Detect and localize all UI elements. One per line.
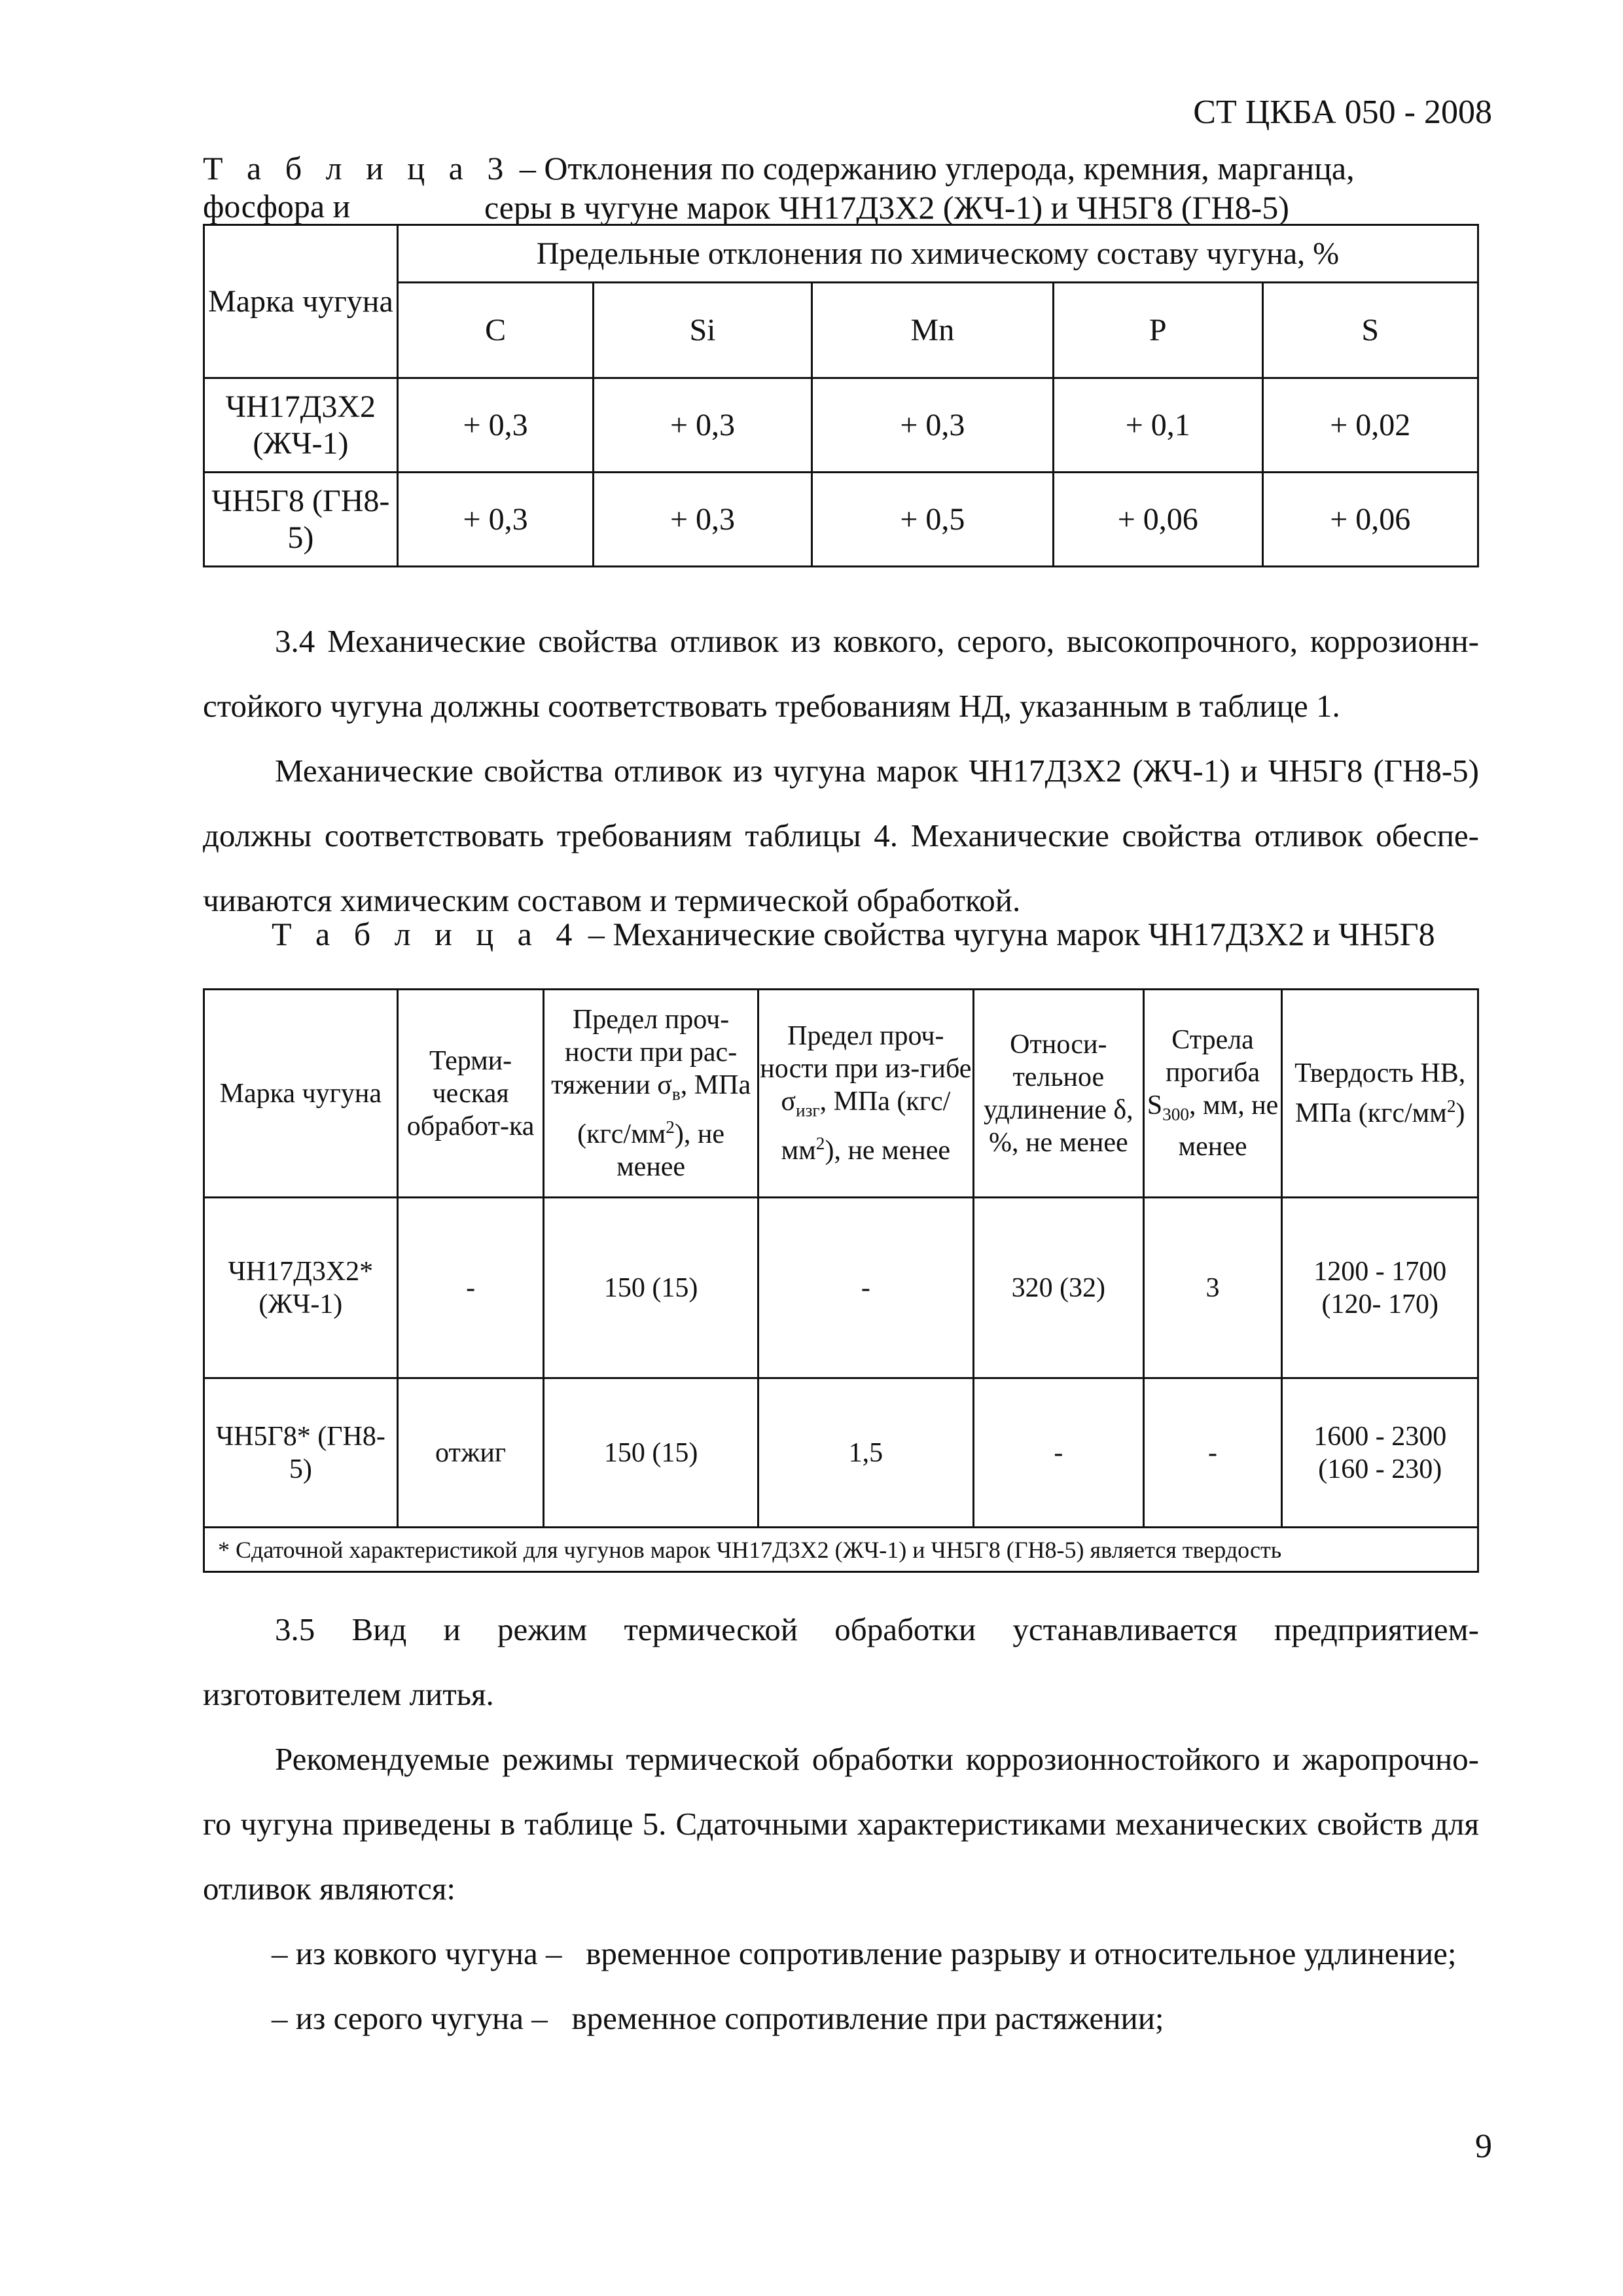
table4-header-text: Твердость НВ, МПа (кгс/мм [1294,1058,1466,1128]
table3-header-p: P [1054,283,1262,378]
page-number: 9 [1475,2128,1492,2165]
paragraph-3-4-line4: должны соответствовать требованиям таблицы 4. Механические свойства отливок обеспе- [203,817,1479,853]
table3-cell: + 0,06 [1054,473,1262,567]
table4-cell: 320 (32) [973,1198,1143,1378]
table3-cell-grade: ЧН17Д3Х2 (ЖЧ-1) [204,378,398,473]
table4-cell: 3 [1143,1198,1282,1378]
table4-cell: - [397,1198,544,1378]
table4-cell-grade: ЧН5Г8* (ГН8-5) [204,1378,398,1528]
table3-caption-line2: серы в чугуне марок ЧН17Д3Х2 (ЖЧ-1) и ЧН5Г8 (ГН8-5) [484,189,1289,226]
table4-header-elongation: Относи-тельное удлинение δ, %, не менее [973,990,1143,1198]
table3-header-mn: Mn [812,283,1053,378]
table3-cell-grade: ЧН5Г8 (ГН8-5) [204,473,398,567]
table3-cell: + 0,02 [1262,378,1478,473]
table4-footnote: * Сдаточной характеристикой для чугунов марок ЧН17Д3Х2 (ЖЧ-1) и ЧН5Г8 (ГН8-5) является твердость [204,1528,1478,1572]
table4-cell-hardness [1282,1198,1478,1378]
table4-header-text: ), не менее [616,1119,725,1182]
table4-cell: отжиг [397,1378,544,1528]
table3-cell: + 0,3 [594,473,812,567]
table3-cell: + 0,3 [594,378,812,473]
table4-cell-hardness [1282,1378,1478,1528]
table4-header-text: , мм, не менее [1178,1090,1279,1162]
table4-header-text: Предел проч-ности при рас-тяжении σ [551,1005,738,1101]
table4-cell: - [973,1378,1143,1528]
table3-header-c: C [397,283,593,378]
table4-cell: - [1143,1378,1282,1528]
table3-caption-text: – Отклонения по содержанию углерода, кремния, марганца, фосфора и [203,150,1355,224]
table4-header-text: Стрела прогиба S [1147,1024,1260,1121]
table3-cell: + 0,3 [812,378,1053,473]
table3-header-grade: Марка чугуна [204,225,398,378]
table4-header-superscript: 2 [815,1133,825,1153]
table4-header-text: Предел проч-ности при из-гибе σ [760,1021,972,1117]
hardness-mpa: 1600 - 2300 [1313,1421,1447,1452]
table4 [203,988,1479,1573]
table4-header-text: , МПа (кгс/мм [781,1086,951,1166]
list-item: – из серого чугуна – временное сопротивление при растяжении; [272,2000,1164,2036]
paragraph-3-5-line5: отливок являются: [203,1871,455,1907]
table4-header-grade: Марка чугуна [204,990,398,1198]
table3-cell: + 0,5 [812,473,1053,567]
table-row [204,473,1478,567]
paragraph-3-5-line4: го чугуна приведены в таблице 5. Сдаточными характеристиками механических свойств для [203,1806,1479,1842]
table4-header-text: ) [1455,1098,1465,1128]
document-code: СТ ЦКБА 050 - 2008 [1193,94,1492,131]
table3-cell: + 0,3 [397,378,593,473]
paragraph-3-4-line2: стойкого чугуна должны соответствовать требованиям НД, указанным в таблице 1. [203,688,1340,724]
table-row [204,1378,1478,1528]
table4-header-heat-treatment: Терми-ческая обработ-ка [397,990,544,1198]
hardness-mpa: 1200 - 1700 [1313,1256,1447,1287]
table4-cell: - [758,1198,973,1378]
table3-header-si: Si [594,283,812,378]
table3-cell: + 0,06 [1262,473,1478,567]
paragraph-3-4-line5: чиваются химическим составом и термической обработкой. [203,882,1021,918]
table3-header-group: Предельные отклонения по химическому составу чугуна, % [397,225,1478,283]
paragraph-3-5-line1: 3.5 Вид и режим термической обработки устанавливается предприятием- [275,1611,1479,1647]
table4-header-subscript: в [671,1084,681,1104]
table-row [204,1198,1478,1378]
table4-cell-grade: ЧН17Д3Х2* (ЖЧ-1) [204,1198,398,1378]
table4-header-text: , МПа (кгс/мм [577,1070,751,1149]
table4-header-tensile-strength [544,990,758,1198]
table4-header-superscript: 2 [1446,1096,1456,1116]
table3-caption-label: Т а б л и ц а 3 [203,150,512,187]
list-item: – из ковкого чугуна – временное сопротивление разрыву и относительное удлинение; [272,1935,1457,1971]
table3-cell: + 0,3 [397,473,593,567]
table4-header-subscript: 300 [1162,1104,1190,1124]
table4-cell: 1,5 [758,1378,973,1528]
paragraph-3-4-line3: Механические свойства отливок из чугуна марок ЧН17Д3Х2 (ЖЧ-1) и ЧН5Г8 (ГН8-5) [275,753,1479,789]
paragraph-3-4-line1: 3.4 Механические свойства отливок из ковкого, серого, высокопрочного, коррозионн- [275,623,1479,659]
hardness-kgf: (160 - 230) [1318,1454,1442,1484]
table3 [203,224,1479,567]
table4-header-superscript: 2 [666,1117,675,1137]
table4-cell: 150 (15) [544,1198,758,1378]
table4-header-deflection [1143,990,1282,1198]
table-row [204,378,1478,473]
paragraph-3-5-line3: Рекомендуемые режимы термической обработки коррозионностойкого и жаропрочно- [275,1741,1479,1777]
table3-cell: + 0,1 [1054,378,1262,473]
paragraph-3-5-line2: изготовителем литья. [203,1676,494,1712]
table4-header-bend-strength [758,990,973,1198]
hardness-kgf: (120- 170) [1321,1289,1438,1319]
table4-header-text: ), не менее [825,1135,951,1166]
table4-cell: 150 (15) [544,1378,758,1528]
table4-header-subscript: изг [795,1100,820,1121]
table4-caption [272,915,1476,953]
table4-caption-label: Т а б л и ц а 4 [272,916,580,952]
table3-header-s: S [1262,283,1478,378]
table4-header-hardness [1282,990,1478,1198]
table4-caption-text: – Механические свойства чугуна марок ЧН17Д3Х2 и ЧН5Г8 [580,916,1435,952]
